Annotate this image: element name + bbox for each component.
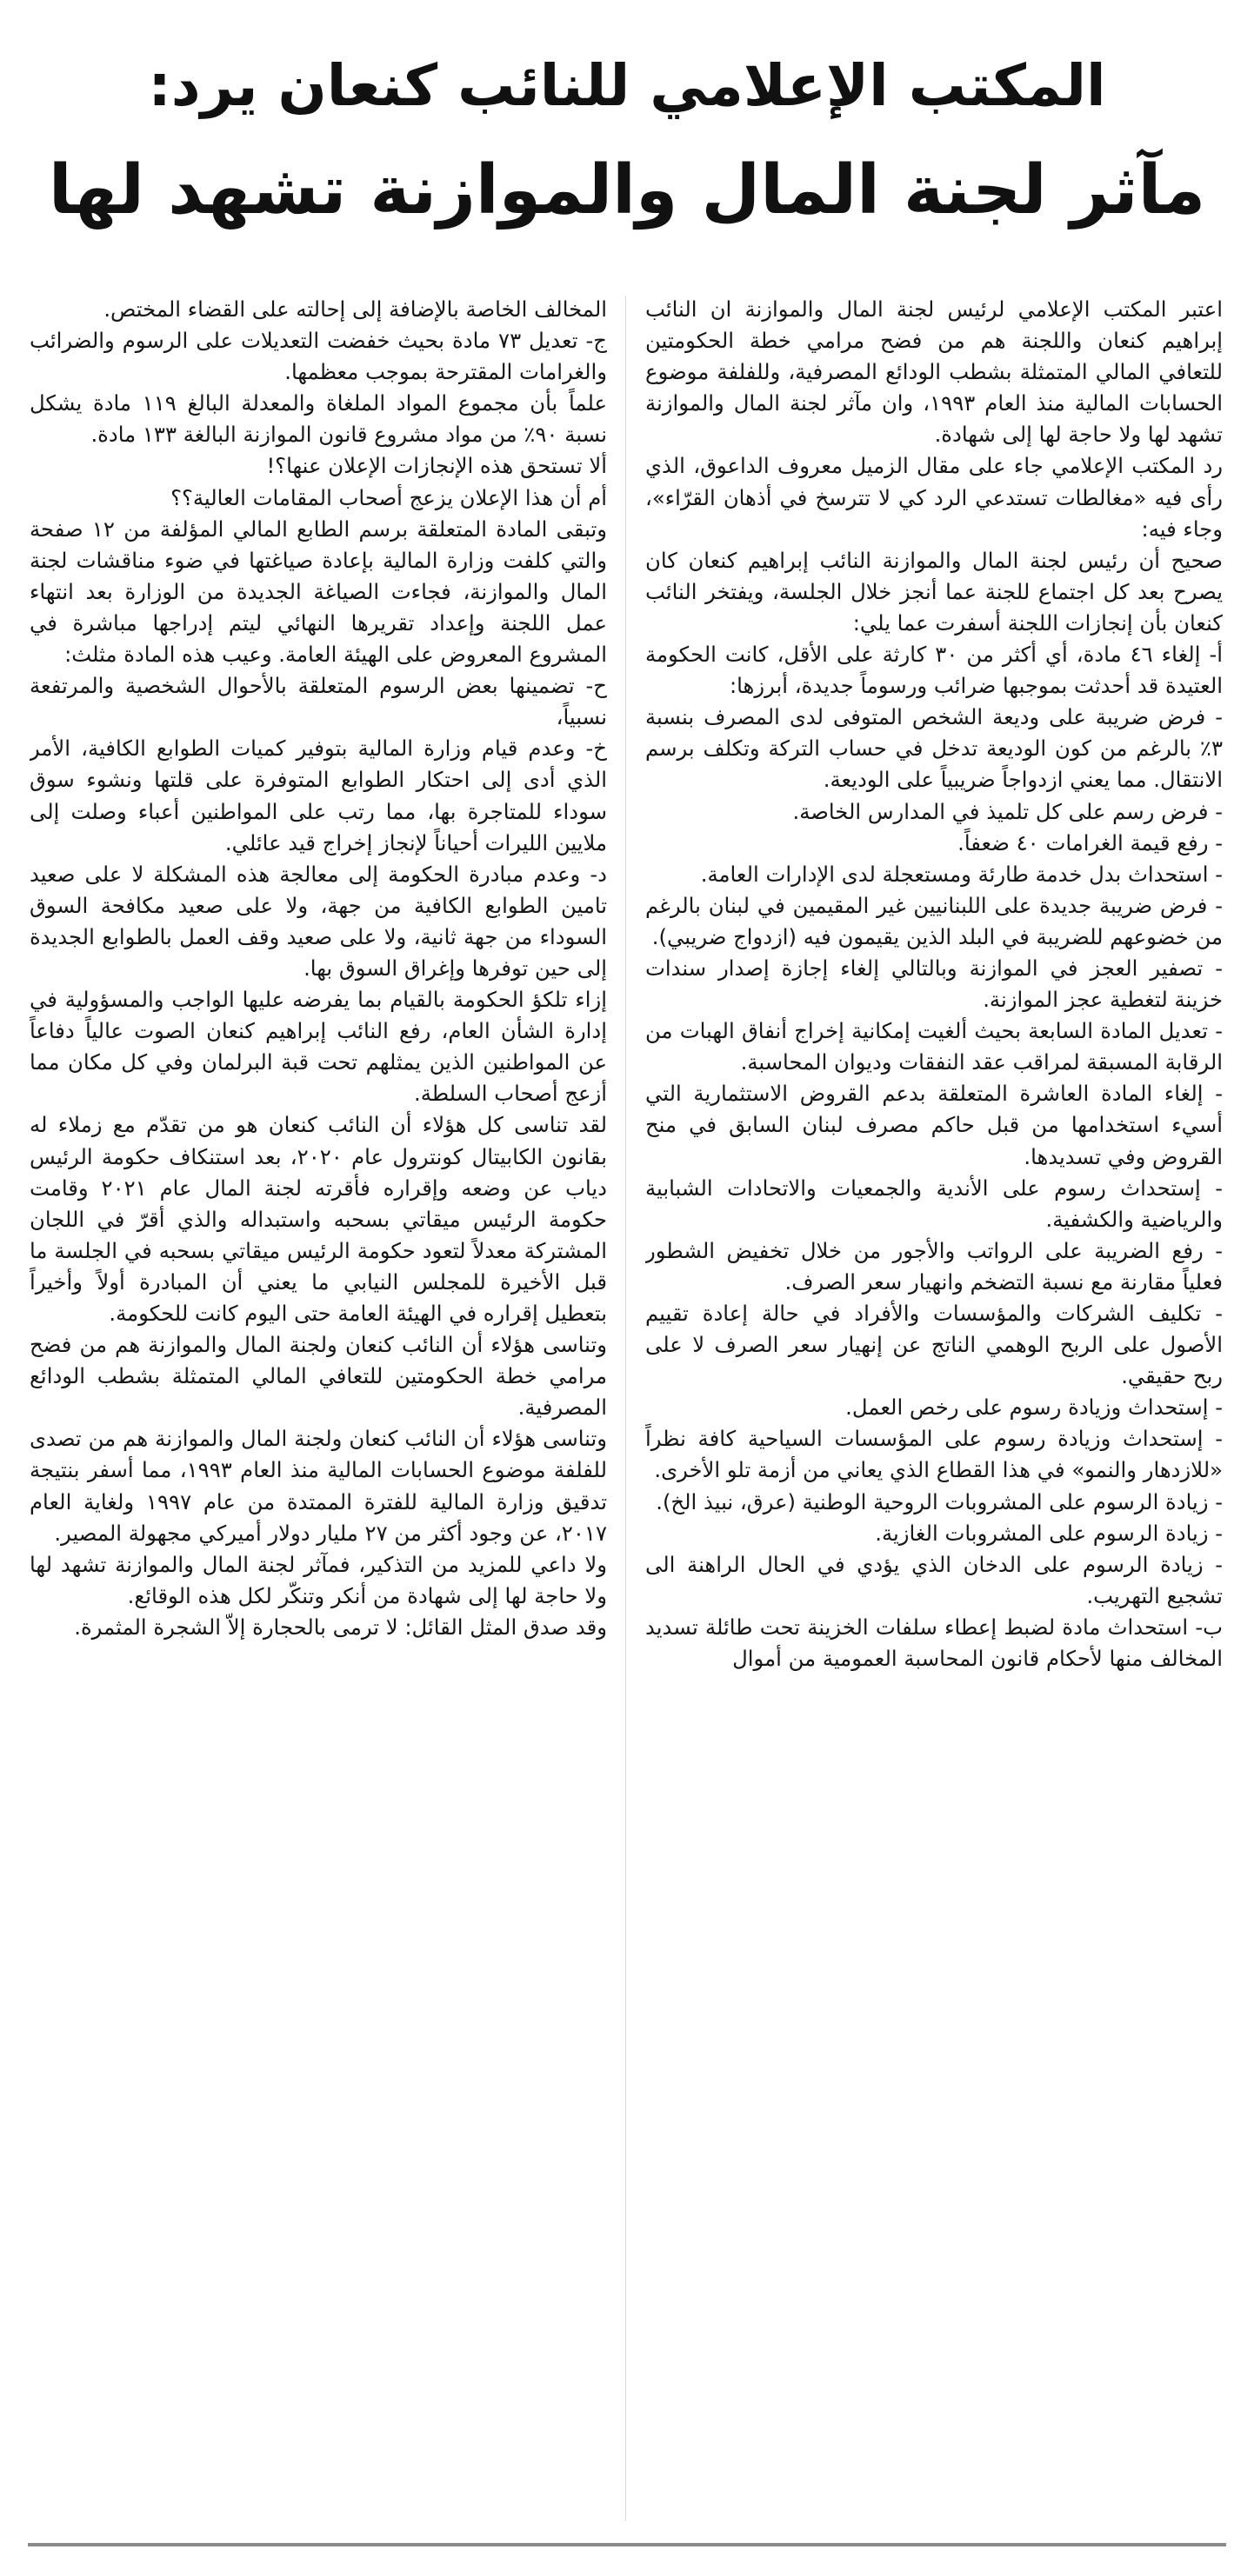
list-item: - زيادة الرسوم على الدخان الذي يؤدي في الحال الراهنة الى تشجيع التهريب. <box>645 1551 1223 1608</box>
list-item: - إستحداث رسوم على الأندية والجمعيات والاتحادات الشبابية والرياضية والكشفية. <box>645 1175 1223 1232</box>
list-item: - إستحداث وزيادة رسوم على رخص العمل. <box>845 1395 1223 1421</box>
list-item: - فرض رسم على كل تلميذ في المدارس الخاصة. <box>792 798 1223 824</box>
paragraph: إزاء تلكؤ الحكومة بالقيام بما يفرضه عليها الواجب والمسؤولية في إدارة الشأن العام، رفع النائب إبراهيم كنعان الصوت عالياً دفاعاً عن المواطنين الذين يمثلهم تحت قبة البرلمان وفي كل مكان مما أزعج أصحاب السلطة. <box>30 987 607 1107</box>
paragraph: ب- استحداث مادة لضبط إعطاء سلفات الخزينة تحت طائلة تسديد المخالف منها لأحكام قانون المحاسبة العمومية من أموال <box>645 1614 1223 1672</box>
article-headline <box>26 43 1228 255</box>
list-item: - رفع الضريبة على الرواتب والأجور من خلال تخفيض الشطور فعلياً مقارنة مع نسبة التضخم وانهيار سعر الصرف. <box>645 1237 1223 1295</box>
paragraph: وقد صدق المثل القائل: لا ترمى بالحجارة إلاّ الشجرة المثمرة. <box>74 1614 607 1640</box>
list-item: - زيادة الرسوم على المشروبات الغازية. <box>875 1520 1223 1546</box>
list-item: - تصفير العجز في الموازنة وبالتالي إلغاء إجازة إصدار سندات خزينة لتغطية عجز الموازنة. <box>645 955 1223 1013</box>
paragraph: لقد تناسى كل هؤلاء أن النائب كنعان هو من تقدّم مع زملاء له بقانون الكابيتال كونترول عام ٢٠٢٠، بعد استنكاف حكومة الرئيس دياب عن وضعه وإقراره فأقرته لجنة المال عام ٢٠٢١ وقامت حكومة الرئيس ميقاتي بسحبه واستبداله والذي أقرّ في اللجان المشتركة معدلاً لتعود حكومة الرئيس ميقاتي بسحبه في الجلسة ما قبل الأخيرة للمجلس النيابي ما يعني أن المبادرة أولاً وأخيراً بتعطيل إقراره في الهيئة العامة حتى اليوم كانت للحكومة. <box>30 1112 607 1326</box>
paragraph: د- وعدم مبادرة الحكومة إلى معالجة هذه المشكلة لا على صعيد تامين الطوابع الكافية من جهة، ولا على صعيد مكافحة السوق السوداء من جهة ثانية، ولا على صعيد وقف العمل بالطوابع الجديدة إلى حين توفرها وإغراق السوق بها. <box>30 861 607 981</box>
paragraph: أ- إلغاء ٤٦ مادة، أي أكثر من ٣٠ كارثة على الأقل، كانت الحكومة العتيدة قد أحدثت بموجبها ضرائب ورسوماً جديدة، أبرزها: <box>645 642 1223 699</box>
paragraph: رد المكتب الإعلامي جاء على مقال الزميل معروف الداعوق، الذي رأى فيه «مغالطات تستدعي الرد كي لا تترسخ في أذهان القرّاء»، وجاء فيه: <box>645 453 1223 542</box>
article-column-right <box>645 294 1223 2524</box>
paragraph: أم أن هذا الإعلان يزعج أصحاب المقامات العالية؟؟ <box>170 484 607 510</box>
headline-line-2: مآثر لجنة المال والموازنة تشهد لها <box>48 151 1206 230</box>
list-item: - تكليف الشركات والمؤسسات والأفراد في حالة إعادة تقييم الأصول على الربح الوهمي الناتج عن إنهيار سعر الصرف لا على ربح حقيقي. <box>645 1301 1223 1389</box>
paragraph: ج- تعديل ٧٣ مادة بحيث خفضت التعديلات على الرسوم والضرائب والغرامات المقترحة بموجب معظمها. <box>30 328 607 385</box>
article-column-left <box>30 294 607 2524</box>
list-item: - استحداث بدل خدمة طارئة ومستعجلة لدى الإدارات العامة. <box>700 861 1223 887</box>
list-item: - تعديل المادة السابعة بحيث ألغيت إمكانية إخراج أنفاق الهبات من الرقابة المسبقة لمراقب عقد النفقات وديوان المحاسبة. <box>645 1018 1223 1075</box>
list-item: - إلغاء المادة العاشرة المتعلقة بدعم القروض الاستثمارية التي أسيء استخدامها من قبل حاكم مصرف لبنان السابق في منح القروض وفي تسديدها. <box>645 1081 1223 1169</box>
paragraph: خ- وعدم قيام وزارة المالية بتوفير كميات الطوابع الكافية، الأمر الذي أدى إلى احتكار الطوابع المتوفرة على قلتها ونشوء سوق سوداء للمتاجرة بها، مما رتب على المواطنين أعباء وصلت إلى ملايين الليرات أحياناً لإنجاز إخراج قيد عائلي. <box>30 736 607 855</box>
list-item: - رفع قيمة الغرامات ٤٠ ضعفاً. <box>957 829 1223 855</box>
list-item: - زيادة الرسوم على المشروبات الروحية الوطنية (عرق، نبيذ الخ). <box>656 1488 1223 1514</box>
paragraph: وتبقى المادة المتعلقة برسم الطابع المالي المؤلفة من ١٢ صفحة والتي كلفت وزارة المالية بإعادة صياغتها في ضوء مناقشات لجنة المال والموازنة، فجاءت الصياغة الجديدة من الوزارة بعد انتهاء عمل اللجنة وإعداد تقريرها النهائي ليتم إدراجها مباشرة في المشروع المعروض على الهيئة العامة. وعيب هذه المادة مثلث: <box>30 516 607 668</box>
headline-line-1: المكتب الإعلامي للنائب كنعان يرد: <box>148 52 1106 120</box>
paragraph: اعتبر المكتب الإعلامي لرئيس لجنة المال والموازنة ان النائب إبراهيم كنعان واللجنة هم من فضح مرامي خطة الحكومتين للتعافي المالي المتمثلة بشطب الودائع المصرفية، وللفلفة موضوع الحسابات المالية منذ العام ١٩٩٣، وان مآثر لجنة المال والموازنة تشهد لها ولا حاجة لها إلى شهادة. <box>645 296 1223 448</box>
bottom-rule <box>28 2543 1226 2546</box>
list-item: - فرض ضريبة على وديعة الشخص المتوفى لدى المصرف بنسبة ٣٪ بالرغم من كون الوديعة تدخل في حساب التركة وتكلف برسم الانتقال. مما يعني ازدواجاً ضريبياً على الوديعة. <box>645 704 1223 793</box>
paragraph: ولا داعي للمزيد من التذكير، فمآثر لجنة المال والموازنة تشهد لها ولا حاجة لها إلى شهادة من أنكر وتنكّر لكل هذه الوقائع. <box>30 1551 607 1608</box>
paragraph: ألا تستحق هذه الإنجازات الإعلان عنها؟! <box>266 453 607 479</box>
paragraph: وتناسى هؤلاء أن النائب كنعان ولجنة المال والموازنة هم من تصدى للفلفة موضوع الحسابات المالية منذ العام ١٩٩٣، مما أسفر بنتيجة تدقيق وزارة المالية للفترة الممتدة من عام ١٩٩٧ ولغاية العام ٢٠١٧، عن وجود أكثر من ٢٧ مليار دولار أميركي مجهولة المصير. <box>30 1426 607 1546</box>
list-item: - إستحداث وزيادة رسوم على المؤسسات السياحية كافة نظراً «للازدهار والنمو» في هذا القطاع الذي يعاني من أزمة تلو الأخرى. <box>645 1426 1223 1483</box>
paragraph: ح- تضمينها بعض الرسوم المتعلقة بالأحوال الشخصية والمرتفعة نسبياً، <box>30 673 607 730</box>
paragraph: صحيح أن رئيس لجنة المال والموازنة النائب إبراهيم كنعان كان يصرح بعد كل اجتماع للجنة عما أنجز خلال الجلسة، ويفتخر النائب كنعان بأن إنجازات اللجنة أسفرت عما يلي: <box>645 547 1223 636</box>
paragraph: المخالف الخاصة بالإضافة إلى إحالته على القضاء المختص. <box>103 296 607 322</box>
column-divider <box>625 296 626 2521</box>
list-item: - فرض ضريبة جديدة على اللبنانيين غير المقيمين في لبنان بالرغم من خضوعهم للضريبة في البلد الذين يقيمون فيه (ازدواج ضريبي). <box>645 892 1223 949</box>
paragraph: علماً بأن مجموع المواد الملغاة والمعدلة البالغ ١١٩ مادة يشكل نسبة ٩٠٪ من مواد مشروع قانون الموازنة البالغة ١٣٣ مادة. <box>30 390 607 448</box>
paragraph: وتناسى هؤلاء أن النائب كنعان ولجنة المال والموازنة هم من فضح مرامي خطة الحكومتين للتعافي المالي المتمثلة بشطب الودائع المصرفية. <box>30 1332 607 1421</box>
